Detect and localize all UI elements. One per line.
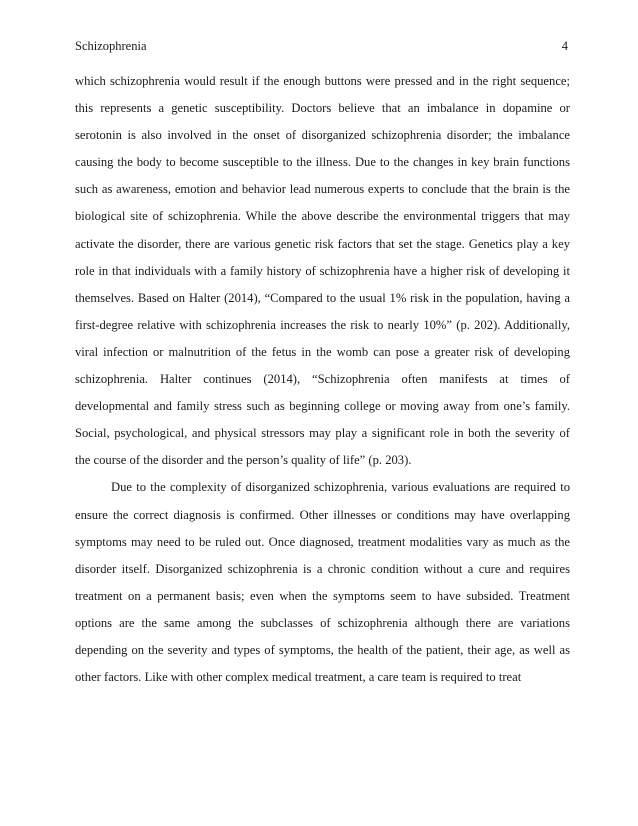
text-line: ensure the correct diagnosis is confirmed. Other illnesses or conditions may have overlapping: [75, 507, 570, 522]
text-line: other factors. Like with other complex medical treatment, a care team is required to treat: [75, 670, 522, 685]
text-line: treatment on a permanent basis; even when the symptoms seem to have subsided. Treatment: [75, 588, 570, 603]
page-header: [75, 37, 568, 55]
paragraph-2: [75, 478, 570, 695]
text-line: first-degree relative with schizophrenia increases the risk to nearly 10%” (p. 202). Additionally,: [75, 317, 570, 332]
text-line: this represents a genetic susceptibility. Doctors believe that an imbalance in dopamine or: [75, 101, 570, 116]
body-text: [75, 72, 570, 695]
text-line: symptoms may need to be ruled out. Once diagnosed, treatment modalities vary as much as the: [75, 534, 570, 549]
paragraph-1: [75, 72, 570, 478]
text-line: options are the same among the subclasses of schizophrenia although there are variations: [75, 615, 570, 630]
text-line: which schizophrenia would result if the enough buttons were pressed and in the right sequence;: [75, 74, 570, 88]
running-head: Schizophrenia: [75, 39, 147, 53]
text-line: schizophrenia. Halter continues (2014), “Schizophrenia often manifests at times of: [75, 372, 570, 387]
text-line: disorder itself. Disorganized schizophrenia is a chronic condition without a cure and requires: [75, 561, 570, 576]
text-line: biological site of schizophrenia. While the above describe the environmental triggers that may: [75, 209, 570, 224]
text-line: developmental and family stress such as beginning college or moving away from one’s family.: [75, 399, 570, 414]
text-line: depending on the severity and types of symptoms, the health of the patient, their age, as well as: [75, 642, 570, 657]
text-line: causing the body to become susceptible to the illness. Due to the changes in key brain functions: [75, 155, 570, 170]
text-line: such as awareness, emotion and behavior lead numerous experts to conclude that the brain is the: [75, 182, 570, 197]
text-line: the course of the disorder and the person’s quality of life” (p. 203).: [75, 453, 412, 468]
text-line: activate the disorder, there are various genetic risk factors that set the stage. Genetics play a key: [75, 236, 570, 251]
text-line: role in that individuals with a family history of schizophrenia have a higher risk of developing it: [75, 263, 570, 278]
text-line: serotonin is also involved in the onset of disorganized schizophrenia disorder; the imbalance: [75, 128, 570, 143]
text-line: Due to the complexity of disorganized schizophrenia, various evaluations are required to: [111, 480, 570, 495]
text-line: Social, psychological, and physical stressors may play a significant role in both the severity of: [75, 426, 570, 441]
text-line: viral infection or malnutrition of the fetus in the womb can pose a greater risk of developing: [75, 344, 570, 359]
text-line: themselves. Based on Halter (2014), “Compared to the usual 1% risk in the population, having a: [75, 290, 570, 305]
page-number: 4: [561, 39, 568, 53]
